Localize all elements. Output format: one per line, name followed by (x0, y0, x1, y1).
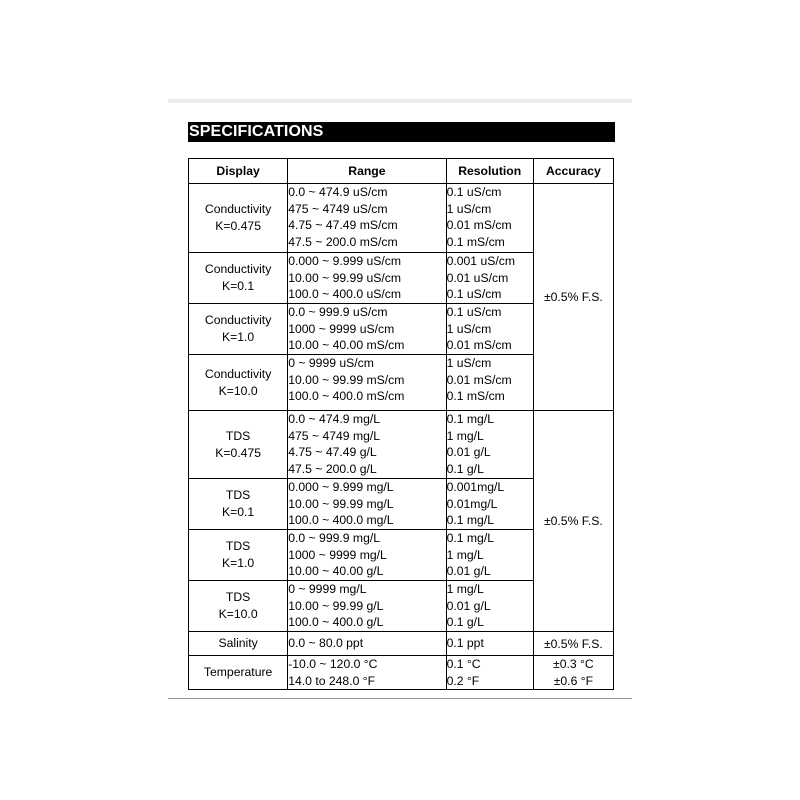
range-line: 0.0 ~ 474.9 mg/L (288, 412, 381, 426)
range-line: 0.000 ~ 9.999 uS/cm (288, 254, 402, 268)
resolution-line: 0.1 g/L (446, 615, 484, 629)
display-line: K=10.0 (218, 383, 258, 398)
resolution-cell (446, 656, 533, 690)
range-cell (288, 530, 446, 581)
display-line: K=0.1 (222, 505, 255, 519)
display-cell (189, 304, 288, 355)
resolution-cell (446, 253, 533, 304)
resolution-line: 0.01 g/L (446, 564, 491, 578)
display-cell (189, 530, 288, 581)
range-line: 100.0 ~ 400.0 mS/cm (288, 389, 405, 403)
resolution-line: 0.2 °F (446, 673, 480, 688)
range-line: 10.00 ~ 99.99 g/L (288, 598, 384, 613)
display-line: TDS (225, 539, 251, 553)
accuracy-line: ±0.6 °F (553, 673, 594, 688)
resolution-line: 1 uS/cm (446, 201, 492, 216)
resolution-line: 0.01 g/L (446, 445, 491, 459)
range-line: 475 ~ 4749 uS/cm (288, 201, 388, 216)
range-line: 10.00 ~ 99.99 mg/L (288, 496, 394, 511)
resolution-line: 0.1 mS/cm (446, 234, 505, 249)
col-header-accuracy: Accuracy (533, 159, 613, 184)
resolution-line: 0.1 uS/cm (446, 305, 502, 319)
resolution-line: 0.1 mg/L (446, 412, 495, 426)
range-line: 47.5 ~ 200.0 g/L (288, 461, 377, 476)
section-heading: SPECIFICATIONS (188, 122, 615, 142)
display-line: TDS (225, 428, 251, 443)
range-line: 10.00 ~ 99.99 uS/cm (288, 270, 402, 285)
table-row (189, 184, 614, 253)
range-line: 0.0 ~ 999.9 uS/cm (288, 305, 388, 319)
range-cell (288, 632, 446, 656)
display-cell (189, 253, 288, 304)
display-line: K=1.0 (222, 556, 255, 570)
range-cell (288, 184, 446, 253)
range-line: 4.75 ~ 47.49 mS/cm (288, 218, 398, 232)
display-line: Salinity (218, 636, 258, 650)
range-line: 10.00 ~ 99.99 mS/cm (288, 372, 405, 387)
resolution-cell (446, 411, 533, 479)
table-row (189, 632, 614, 656)
display-line: K=0.475 (215, 219, 261, 233)
resolution-line: 0.01 mS/cm (446, 218, 512, 232)
resolution-cell (446, 581, 533, 632)
resolution-cell (446, 184, 533, 253)
table-row (189, 411, 614, 479)
resolution-line: 0.1 uS/cm (446, 185, 502, 199)
range-line: 0 ~ 9999 mg/L (288, 582, 367, 596)
resolution-line: 0.01 uS/cm (446, 270, 509, 285)
resolution-line: 0.01mg/L (446, 496, 498, 511)
range-cell (288, 304, 446, 355)
resolution-line: 1 mg/L (446, 428, 484, 443)
range-line: 0.0 ~ 999.9 mg/L (288, 531, 381, 545)
display-line: K=1.0 (222, 330, 255, 344)
range-line: 1000 ~ 9999 uS/cm (288, 321, 395, 336)
range-line: 100.0 ~ 400.0 uS/cm (288, 287, 402, 301)
resolution-line: 0.01 mS/cm (446, 372, 512, 387)
resolution-cell (446, 304, 533, 355)
display-line: Conductivity (204, 366, 272, 381)
range-line: 475 ~ 4749 mg/L (288, 428, 381, 443)
accuracy-tds: ±0.5% F.S. (533, 411, 613, 632)
display-cell (189, 632, 288, 656)
display-line: TDS (225, 590, 251, 604)
resolution-line: 0.1 uS/cm (446, 287, 502, 301)
range-cell (288, 253, 446, 304)
display-line: K=0.475 (215, 445, 261, 460)
range-cell (288, 355, 446, 411)
resolution-line: 0.001mg/L (446, 480, 505, 494)
range-line: 100.0 ~ 400.0 g/L (288, 615, 384, 629)
display-cell (189, 355, 288, 411)
resolution-line: 0.1 mS/cm (446, 389, 505, 403)
bottom-rule (168, 698, 632, 699)
range-line: 0.000 ~ 9.999 mg/L (288, 480, 394, 494)
accuracy-salinity: ±0.5% F.S. (533, 632, 613, 656)
display-cell (189, 479, 288, 530)
resolution-line: 1 uS/cm (446, 321, 492, 336)
resolution-line: 0.1 mg/L (446, 531, 495, 545)
resolution-line: 0.001 uS/cm (446, 254, 516, 268)
range-line: 47.5 ~ 200.0 mS/cm (288, 234, 398, 249)
display-line: K=0.1 (222, 279, 255, 293)
resolution-line: 1 mg/L (446, 547, 484, 562)
range-line: 0.0 ~ 80.0 ppt (288, 636, 364, 651)
resolution-line: 0.01 mS/cm (446, 338, 512, 352)
top-rule (168, 99, 632, 103)
display-cell (189, 581, 288, 632)
resolution-line: 1 mg/L (446, 582, 484, 596)
col-header-resolution: Resolution (446, 159, 533, 184)
range-line: 0.0 ~ 474.9 uS/cm (288, 185, 388, 199)
col-header-display: Display (189, 159, 288, 184)
range-line: 10.00 ~ 40.00 mS/cm (288, 338, 405, 352)
range-line: 1000 ~ 9999 mg/L (288, 547, 387, 562)
table-row (189, 656, 614, 690)
display-line: TDS (225, 488, 251, 502)
accuracy-line: ±0.3 °C (553, 657, 594, 671)
resolution-cell (446, 479, 533, 530)
display-cell (189, 656, 288, 690)
display-line: Conductivity (204, 202, 272, 216)
display-cell (189, 411, 288, 479)
display-line: Conductivity (204, 313, 272, 327)
range-cell (288, 581, 446, 632)
range-cell (288, 411, 446, 479)
display-line: K=10.0 (218, 607, 258, 621)
accuracy-conductivity: ±0.5% F.S. (533, 184, 613, 411)
range-line: 100.0 ~ 400.0 mg/L (288, 513, 394, 527)
specifications-table (188, 158, 614, 690)
range-cell (288, 656, 446, 690)
accuracy-temperature (533, 656, 613, 690)
range-line: 14.0 to 248.0 °F (288, 673, 376, 688)
display-line: Temperature (203, 665, 273, 679)
resolution-line: 0.1 °C (446, 657, 481, 671)
range-cell (288, 479, 446, 530)
range-line: -10.0 ~ 120.0 °C (288, 657, 378, 671)
resolution-cell (446, 530, 533, 581)
resolution-cell (446, 355, 533, 411)
resolution-line: 0.01 g/L (446, 598, 491, 613)
col-header-range: Range (288, 159, 446, 184)
resolution-line: 1 uS/cm (446, 356, 492, 370)
resolution-line: 0.1 mg/L (446, 513, 495, 527)
range-line: 4.75 ~ 47.49 g/L (288, 445, 377, 459)
resolution-line: 0.1 g/L (446, 461, 484, 476)
display-cell (189, 184, 288, 253)
header-row (189, 159, 614, 184)
range-line: 10.00 ~ 40.00 g/L (288, 564, 384, 578)
range-line: 0 ~ 9999 uS/cm (288, 356, 374, 370)
display-line: Conductivity (204, 262, 272, 276)
table-body (189, 184, 614, 690)
resolution-cell (446, 632, 533, 656)
resolution-line: 0.1 ppt (446, 636, 484, 651)
